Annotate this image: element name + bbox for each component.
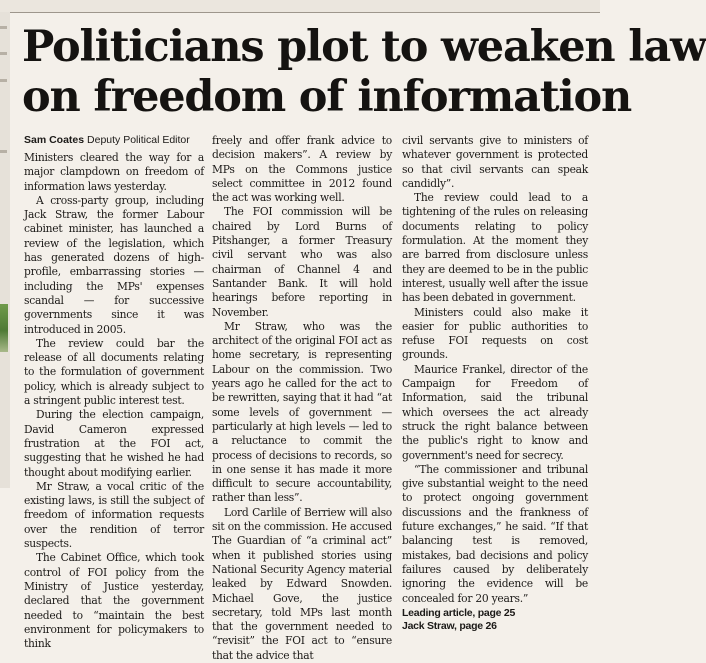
edge-rule: [0, 150, 7, 153]
paragraph: Mr Straw, who was the architect of the original FOI act as home secretary, is representing Labour on the commission. Two years ago he called for the act to be rewritten, saying that it had “at some levels of government — particularly at high levels — led to a reluctance to commit the process of decisions to records, so in one sense it has made it more difficult to secure accountability, rather than less”.: [212, 319, 392, 505]
byline: [24, 134, 190, 146]
paragraph: The Cabinet Office, which took control of FOI policy from the Ministry of Justice yesterday, declared that the government needed to “maintain the best environment for policymakers to think: [24, 551, 204, 651]
reference-jack-straw: Jack Straw, page 26: [402, 619, 497, 632]
byline-author: Sam Coates: [24, 134, 85, 146]
paragraph: A cross-party group, including Jack Straw, the former Labour cabinet minister, has launched a review of the legislation, which has generated dozens of high-profile, embarrassing stories — including the MPs' expenses scandal — for successive governments since it was introduced in 2005.: [24, 193, 204, 336]
paragraph: civil servants give to ministers of whatever government is protected so that civil servants can speak candidly”.: [402, 134, 588, 190]
article-column-2: [212, 134, 392, 663]
edge-rule: [0, 52, 7, 55]
headline: [22, 22, 706, 122]
article-column-3: [402, 134, 588, 633]
headline-line-1: Politicians plot to weaken law: [22, 22, 706, 72]
previous-article-strip: [0, 0, 600, 13]
article-column-1: [24, 151, 204, 651]
paragraph: During the election campaign, David Cameron expressed frustration at the FOI act, suggesting that he wished he had thought about modifying earlier.: [24, 408, 204, 479]
left-page-edge: [0, 12, 10, 488]
reference-leading-article: Leading article, page 25: [402, 606, 516, 619]
paragraph: The review could lead to a tightening of the rules on releasing documents relating to policy formulation. At the moment they are barred from disclosure unless they are deemed to be in the public interest, usually well after the issue has been debated in government.: [402, 191, 588, 305]
headline-line-2: on freedom of information: [22, 72, 632, 122]
paragraph: Ministers could also make it easier for public authorities to refuse FOI requests on cost grounds.: [402, 305, 588, 362]
edge-rule: [0, 79, 7, 82]
cross-references: [402, 607, 588, 633]
paragraph: “The commissioner and tribunal give substantial weight to the need to protect ongoing government discussions and the frankness of future exchanges,” he said. “If that balancing test is removed, mistakes, bad decisions and policy failures caused by deliberately ignoring the evidence will be concealed for 20 years.”: [402, 462, 588, 605]
paragraph: Lord Carlile of Berriew will also sit on the commission. He accused The Guardian of “a criminal act” when it published stories using National Security Agency material leaked by Edward Snowden. Michael Gove, the justice secretary, told MPs last month that the government needed to “revisit” the FOI act to “ensure that the advice that: [212, 505, 392, 662]
paragraph: freely and offer frank advice to decision makers”. A review by MPs on the Commons justice select committee in 2012 found the act was working well.: [212, 134, 392, 205]
paragraph: The FOI commission will be chaired by Lord Burns of Pitshanger, a former Treasury civil servant who was also chairman of Channel 4 and Santander Bank. It will hold hearings before reporting in November.: [212, 205, 392, 319]
paragraph: The review could bar the release of all documents relating to the formulation of government policy, which is already subject to a stringent public interest test.: [24, 336, 204, 408]
paragraph: Maurice Frankel, director of the Campaign for Freedom of Information, said the tribunal which oversees the act already struck the right balance between the public's right to know and government's need for secrecy.: [402, 362, 588, 462]
paragraph: Ministers cleared the way for a major clampdown on freedom of information laws yesterday.: [24, 151, 204, 193]
edge-rule: [0, 26, 7, 29]
edge-photo-fragment: [0, 304, 8, 352]
paragraph: Mr Straw, a vocal critic of the existing laws, is still the subject of freedom of information requests over the rendition of terror suspects.: [24, 479, 204, 551]
byline-role: Deputy Political Editor: [87, 134, 190, 146]
